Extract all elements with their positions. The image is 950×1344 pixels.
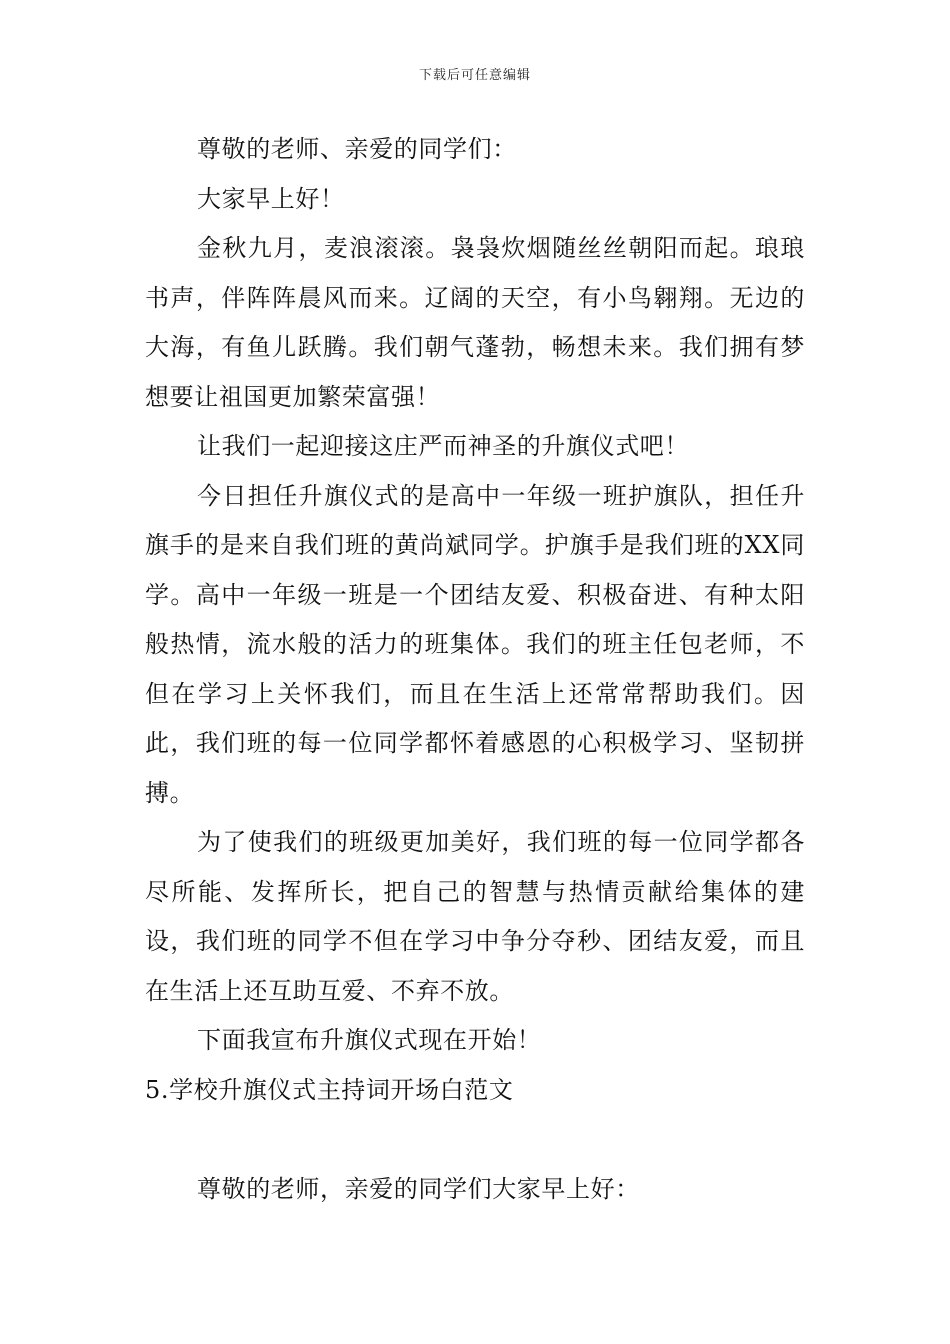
greeting: 大家早上好！ xyxy=(197,184,345,213)
document-body xyxy=(145,125,805,1215)
paragraph-invitation: 让我们一起迎接这庄严而神圣的升旗仪式吧！ xyxy=(197,432,689,460)
closing-greeting: 尊敬的老师，亲爱的同学们大家早上好： xyxy=(197,1175,640,1203)
section-heading: 5.学校升旗仪式主持词开场白范文 xyxy=(145,1075,514,1104)
paragraph-flag-team: 今日担任升旗仪式的是高中一年级一班护旗队，担任升旗手的是来自我们班的黄尚斌同学。护旗手是我们班的XX同学。高中一年级一班是一个团结友爱、积极奋进、有种太阳般热情，流水般的活力的班集体。我们的班主任包老师，不但在学习上关怀我们，而且在生活上还常常帮助我们。因此，我们班的每一位同学都怀着感恩的心积极学习、坚韧拼搏。 xyxy=(145,481,805,807)
paragraph-autumn: 金秋九月，麦浪滚滚。袅袅炊烟随丝丝朝阳而起。琅琅书声，伴阵阵晨风而来。辽阔的天空，有小鸟翱翔。无边的大海，有鱼儿跃腾。我们朝气蓬勃，畅想未来。我们拥有梦想要让祖国更加繁荣富强！ xyxy=(145,234,805,411)
paragraph-class-effort: 为了使我们的班级更加美好，我们班的每一位同学都各尽所能、发挥所长，把自己的智慧与热情贡献给集体的建设，我们班的同学不但在学习中争分夺秒、团结友爱，而且在生活上还互助互爱、不弃不放。 xyxy=(145,828,805,1005)
paragraph-announcement: 下面我宣布升旗仪式现在开始！ xyxy=(197,1026,542,1054)
salutation: 尊敬的老师、亲爱的同学们： xyxy=(197,135,517,163)
section-spacer xyxy=(145,1115,805,1165)
header-note: 下载后可任意编辑 xyxy=(418,68,531,83)
